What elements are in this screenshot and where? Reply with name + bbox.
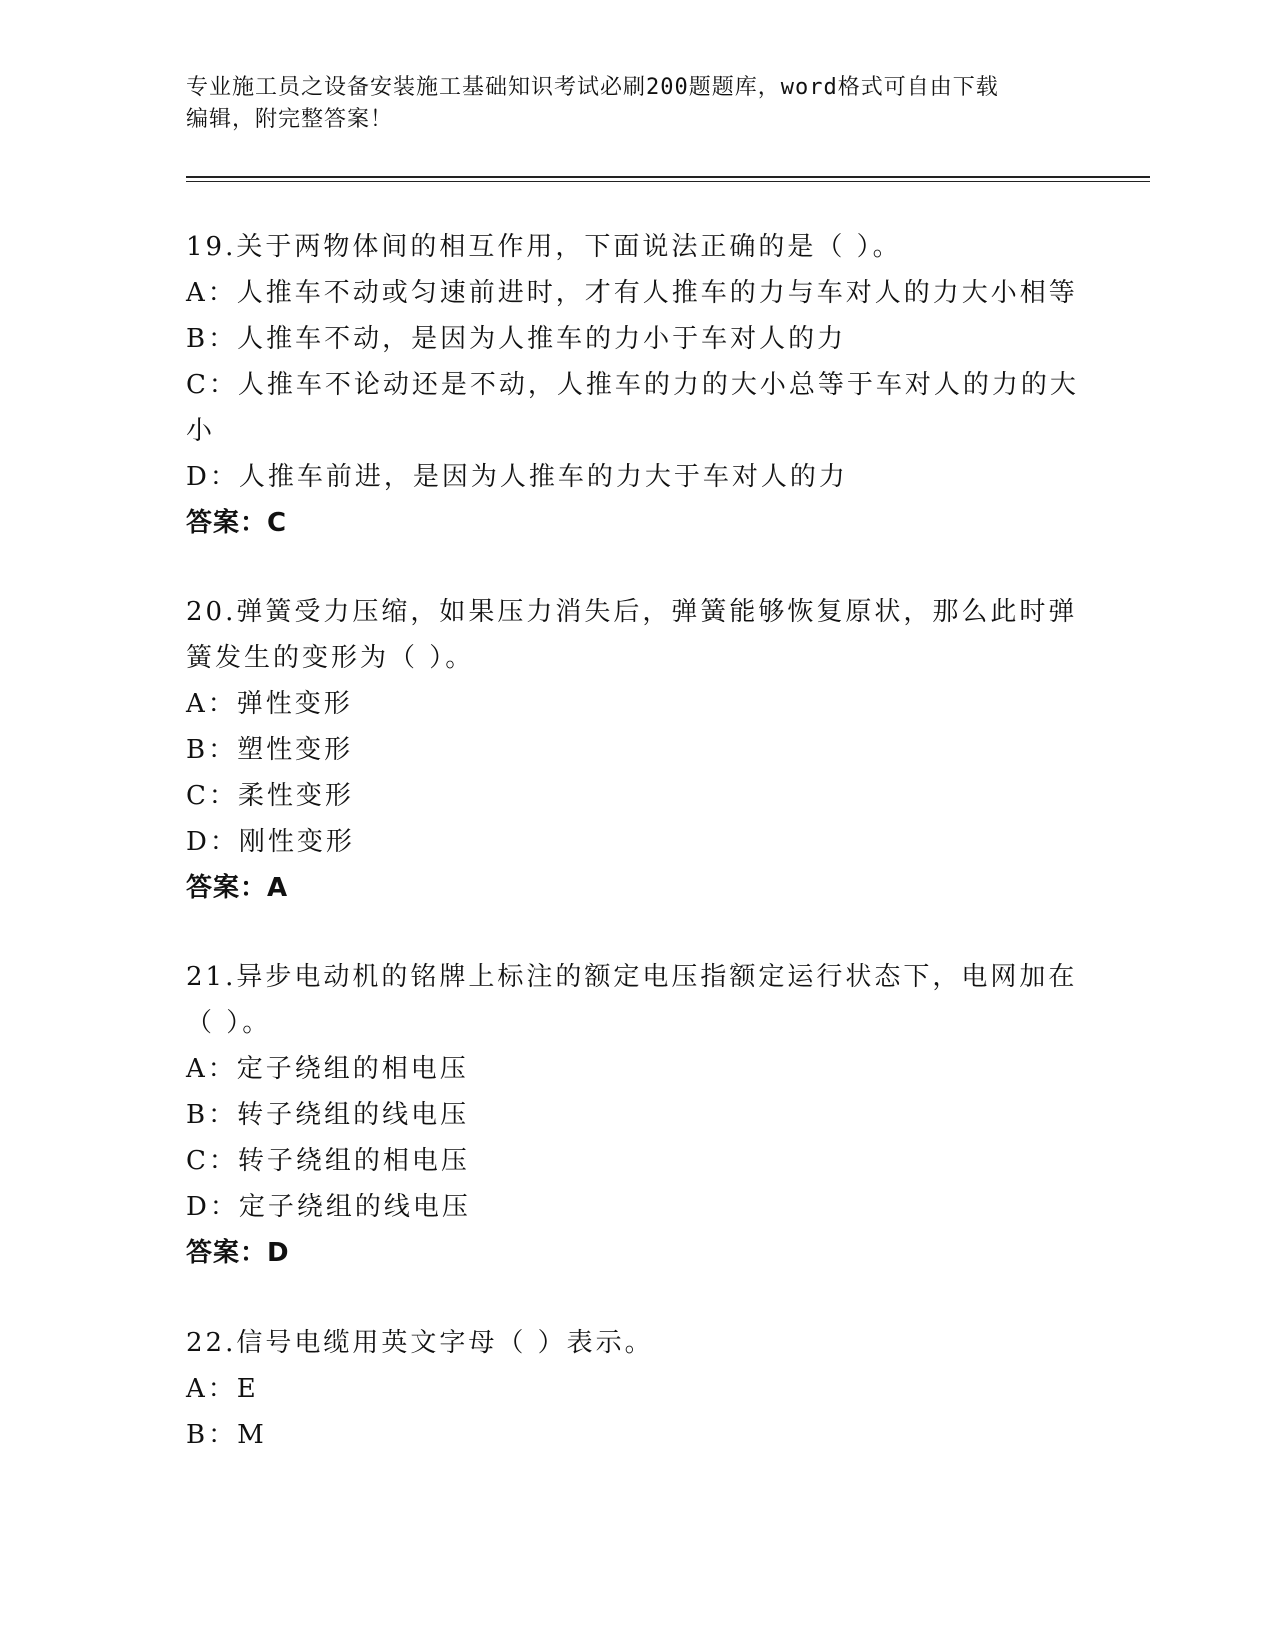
question-stem-continued: （ ）。 (186, 1008, 272, 1038)
document-header (186, 72, 1066, 136)
option-b: B：M (186, 1420, 267, 1450)
question-stem: 21.异步电动机的铭牌上标注的额定电压指额定运行状态下，电网加在 (186, 962, 1078, 992)
question-stem: 20.弹簧受力压缩，如果压力消失后，弹簧能够恢复原状，那么此时弹 (186, 597, 1078, 627)
header-divider-thin (186, 181, 1150, 182)
option-a: A：E (186, 1374, 259, 1404)
question-stem: 22.信号电缆用英文字母（ ）表示。 (186, 1328, 654, 1358)
question-22 (186, 1320, 1076, 1458)
option-b: B：人推车不动，是因为人推车的力小于车对人的力 (186, 324, 847, 354)
option-d: D：刚性变形 (186, 827, 355, 857)
header-title-line-1: 专业施工员之设备安装施工基础知识考试必刷200题题库，word格式可自由下载 (186, 75, 999, 100)
header-title-line-2: 编辑，附完整答案！ (186, 107, 394, 132)
option-d: D：人推车前进，是因为人推车的力大于车对人的力 (186, 462, 848, 492)
option-a: A：人推车不动或匀速前进时，才有人推车的力与车对人的力大小相等 (186, 278, 1078, 308)
question-stem-continued: 簧发生的变形为（ ）。 (186, 643, 475, 673)
option-a: A：定子绕组的相电压 (186, 1054, 469, 1084)
option-b: B：转子绕组的线电压 (186, 1100, 470, 1130)
option-c: C：柔性变形 (186, 781, 354, 811)
question-21 (186, 954, 1076, 1276)
option-b: B：塑性变形 (186, 735, 354, 765)
option-c: C：人推车不论动还是不动，人推车的力的大小总等于车对人的力的大 (186, 370, 1079, 400)
option-a: A：弹性变形 (186, 689, 353, 719)
answer-label: 答案：D (186, 1238, 290, 1268)
option-c-continued: 小 (186, 416, 216, 446)
answer-label: 答案：C (186, 508, 288, 538)
header-divider-thick (186, 176, 1150, 178)
option-d: D：定子绕组的线电压 (186, 1192, 471, 1222)
question-stem: 19.关于两物体间的相互作用，下面说法正确的是（ ）。 (186, 232, 902, 262)
question-19 (186, 224, 1079, 546)
answer-label: 答案：A (186, 873, 289, 903)
option-c: C：转子绕组的相电压 (186, 1146, 470, 1176)
question-20 (186, 589, 1076, 911)
